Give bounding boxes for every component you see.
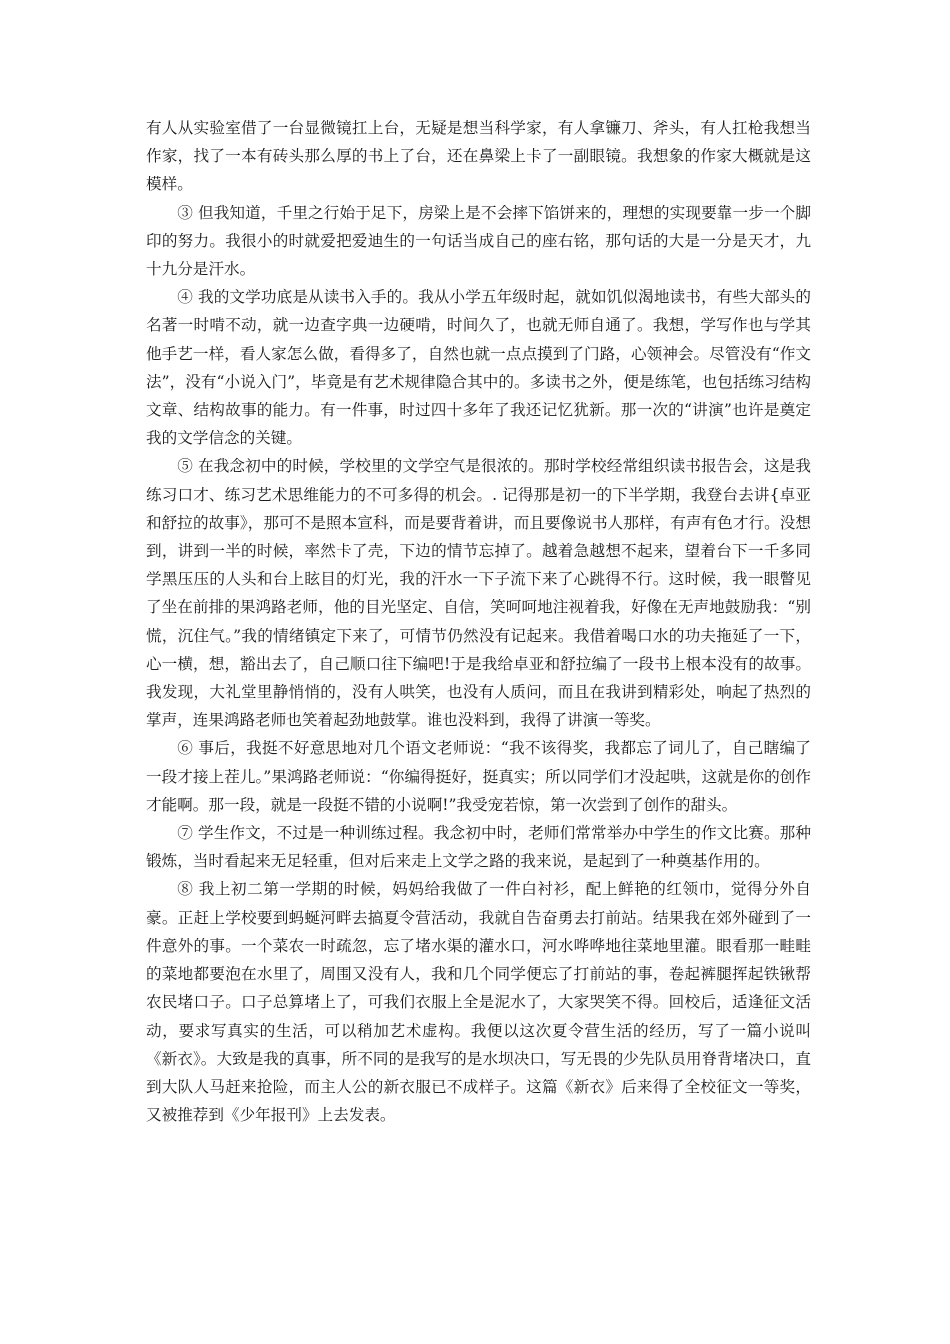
paragraph-5: ⑤ 在我念初中的时候，学校里的文学空气是很浓的。那时学校经常组织读书报告会，这是我练习口才、练习艺术思维能力的不可多得的机会。. 记得那是初一的下半学期，我登台去讲{卓亚和舒拉的故事》，那可不是照本宣科，而是要背着讲，而且要像说书人那样，有声有色才行。没想到，讲到一半的时候，率然卡了壳，下边的情节忘掉了。越着急越想不起来，望着台下一千多同学黑压压的人头和台上眩目的灯光，我的汗水一下子流下来了心跳得不行。这时候，我一眼瞥见了坐在前排的果鸿路老师，他的目光坚定、自信，笑呵呵地注视着我，好像在无声地鼓励我：“别慌，沉住气。”我的情绪镇定下来了，可情节仍然没有记起来。我借着喝口水的功夫拖延了一下，心一横，想，豁出去了，自己顺口往下编吧!于是我给卓亚和舒拉编了一段书上根本没有的故事。我发现，大礼堂里静悄悄的，没有人哄笑，也没有人质问，而且在我讲到精彩处，响起了热烈的掌声，连果鸿路老师也笑着起劲地鼓掌。谁也没料到，我得了讲演一等奖。 <box>146 457 811 730</box>
paragraph-7: ⑦ 学生作文，不过是一种训练过程。我念初中时，老师们常常举办中学生的作文比赛。那种锻炼，当时看起来无足轻重，但对后来走上文学之路的我来说，是起到了一种奠基作用的。 <box>146 824 811 871</box>
paragraph-continuation: 有人从实验室借了一台显微镜扛上台，无疑是想当科学家，有人拿镰刀、斧头，有人扛枪我想当作家，找了一本有砖头那么厚的书上了台，还在鼻梁上卡了一副眼镜。我想象的作家大概就是这模样。 <box>146 119 811 194</box>
paragraph-3: ③ 但我知道，千里之行始于足下，房梁上是不会摔下馅饼来的，理想的实现要靠一步一个脚印的努力。我很小的时就爱把爱迪生的一句话当成自己的座右铭，那句话的大是一分是天才，九十九分是汗水。 <box>146 203 811 279</box>
paragraph-4: ④ 我的文学功底是从读书入手的。我从小学五年级时起，就如饥似渴地读书，有些大部头的名著一时啃不动，就一边查字典一边硬啃，时间久了，也就无师自通了。我想，学写作也与学其他手艺一样，看人家怎么做，看得多了，自然也就一点点摸到了门路，心领神会。尽管没有“作文法”，没有“小说入门”，毕竟是有艺术规律隐合其中的。多读书之外，便是练笔，也包括练习结构文章、结构故事的能力。有一件事，时过四十多年了我还记忆犹新。那一次的“讲演”也许是奠定我的文学信念的关键。 <box>146 288 811 448</box>
document-page <box>146 114 811 1129</box>
paragraph-8: ⑧ 我上初二第一学期的时候，妈妈给我做了一件白衬衫，配上鲜艳的红领巾，觉得分外自豪。正赶上学校要到蚂蜒河畔去搞夏令营活动，我就自告奋勇去打前站。结果我在郊外碰到了一件意外的事。一个菜农一时疏忽，忘了堵水渠的灌水口，河水哗哗地往菜地里灌。眼看那一畦畦的菜地都要泡在水里了，周围又没有人，我和几个同学便忘了打前站的事，卷起裤腿挥起铁锹帮农民堵口子。口子总算堵上了，可我们衣服上全是泥水了，大家哭笑不得。回校后，适逢征文活动，要求写真实的生活，可以稍加艺术虚构。我便以这次夏令营生活的经历，写了一篇小说叫《新衣》。大致是我的真事，所不同的是我写的是水坝决口，写无畏的少先队员用脊背堵决口，直到大队人马赶来抢险，而主人公的新衣服已不成样子。这篇《新衣》后来得了全校征文一等奖，又被推荐到《少年报刊》上去发表。 <box>146 880 811 1125</box>
paragraph-6: ⑥ 事后，我挺不好意思地对几个语文老师说：“我不该得奖，我都忘了词儿了，自己瞎编了一段才接上茬儿。”果鸿路老师说：“你编得挺好，挺真实；所以同学们才没起哄，这就是你的创作才能啊。那一段，就是一段挺不错的小说啊!”我受宠若惊，第一次尝到了创作的甜头。 <box>146 739 811 814</box>
